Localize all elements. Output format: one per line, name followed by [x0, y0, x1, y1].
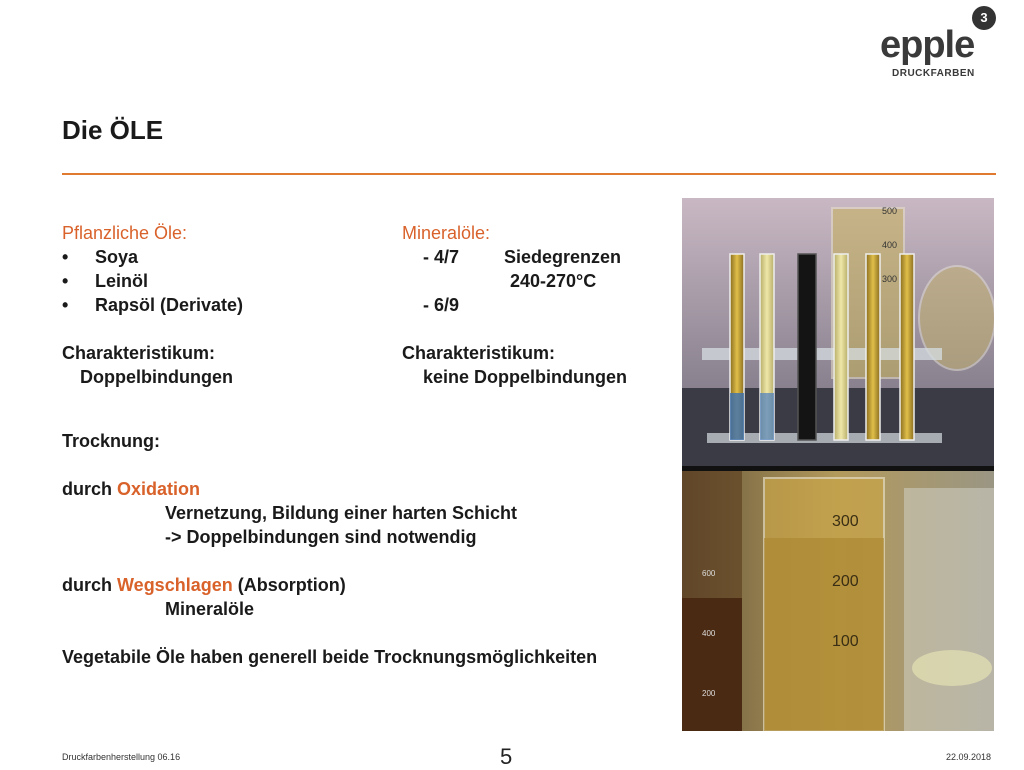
- beaker-label-100: 100: [832, 633, 859, 650]
- oxidation-detail-2: -> Doppelbindungen sind notwendig: [165, 527, 477, 547]
- drying-prefix: durch: [62, 479, 118, 499]
- bullet-soya: [62, 246, 139, 268]
- bullet-text: Soya: [95, 247, 139, 267]
- brand-logo: [880, 6, 1000, 82]
- oil-samples-photo: [682, 198, 994, 731]
- bullet-text: Rapsöl (Derivate): [95, 295, 244, 315]
- plant-oils-heading: Pflanzliche Öle:: [62, 223, 188, 243]
- logo-badge: 3: [972, 6, 996, 30]
- drying-prefix: durch: [62, 575, 118, 595]
- mineral-char-label: Charakteristikum:: [402, 343, 556, 363]
- bullet-marker: •: [62, 295, 69, 315]
- beaker-label-500: 500: [882, 206, 898, 216]
- bullet-rapsoel: [62, 294, 244, 316]
- oxidation-keyword: Oxidation: [117, 479, 201, 499]
- plant-char-label: Charakteristikum:: [62, 343, 216, 363]
- absorption-suffix: (Absorption): [232, 575, 346, 595]
- drying-summary: Vegetabile Öle haben generell beide Trocknungsmöglichkeiten: [62, 647, 598, 667]
- drying-heading: Trocknung:: [62, 431, 160, 451]
- cylinder-label-600: 600: [702, 569, 716, 578]
- drying-absorption-line: [62, 574, 346, 596]
- oil-samples-illustration: [682, 198, 994, 731]
- bullet-text: Leinöl: [95, 271, 148, 291]
- oxidation-detail-1: Vernetzung, Bildung einer harten Schicht: [165, 503, 518, 523]
- title-divider: [62, 173, 996, 175]
- wegschlagen-keyword: Wegschlagen: [117, 575, 233, 595]
- mineral-row1-label: Siedegrenzen: [504, 247, 622, 267]
- mineral-oils-heading: Mineralöle:: [402, 223, 491, 243]
- bullet-marker: •: [62, 271, 69, 291]
- drying-oxidation-line: [62, 478, 200, 500]
- mineral-row1-code: - 4/7: [423, 247, 460, 267]
- bullet-leinoel: [62, 270, 148, 292]
- logo-subtitle: DRUCKFARBEN: [892, 68, 975, 79]
- logo-wordmark: epple: [880, 24, 975, 66]
- footer-date: 22.09.2018: [946, 752, 992, 762]
- bullet-marker: •: [62, 247, 69, 267]
- plant-char-value: Doppelbindungen: [80, 367, 233, 387]
- mineral-row3-code: - 6/9: [423, 295, 460, 315]
- beaker-label-300b: 300: [832, 513, 859, 530]
- absorption-detail: Mineralöle: [165, 599, 255, 619]
- beaker-label-300: 300: [882, 274, 898, 284]
- cylinder-label-200: 200: [702, 689, 716, 698]
- mineral-char-value: keine Doppelbindungen: [423, 367, 628, 387]
- page-number: 5: [500, 744, 513, 769]
- slide-title: Die ÖLE: [62, 115, 164, 145]
- mineral-boiling-range: 240-270°C: [510, 271, 597, 291]
- cylinder-label-400: 400: [702, 629, 716, 638]
- beaker-label-400: 400: [882, 240, 898, 250]
- beaker-label-200: 200: [832, 573, 859, 590]
- footer-document-name: Druckfarbenherstellung 06.16: [62, 752, 181, 762]
